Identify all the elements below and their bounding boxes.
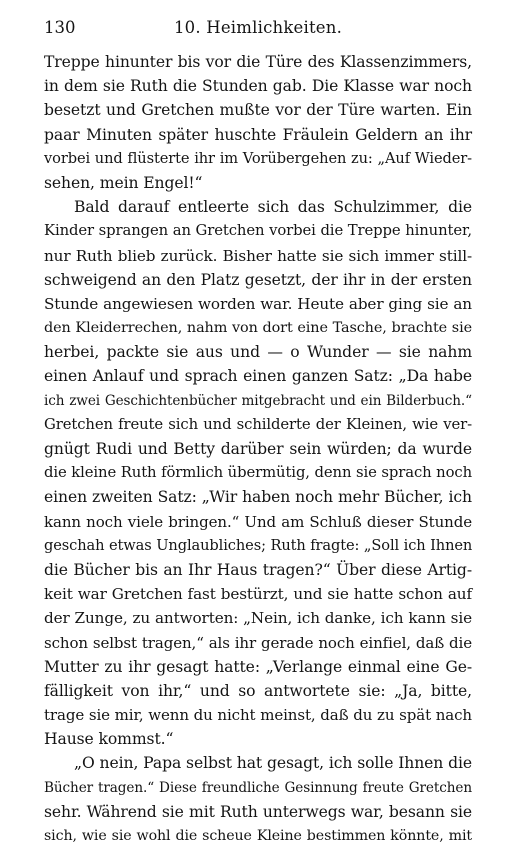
text-line: Gretchen freute sich und schilderte der Kleinen, wie ver- [44, 415, 472, 433]
text-line: Treppe hinunter bis vor die Türe des Klassenzimmers, [44, 53, 472, 71]
text-line: schweigend an den Platz gesetzt, der ihr in der ersten [44, 270, 472, 289]
text-line: den Kleiderrechen, nahm von dort eine Tasche, brachte sie [44, 320, 472, 337]
body-text [44, 50, 472, 848]
text-line: einen Anlauf und sprach einen ganzen Satz: „Da habe [44, 367, 472, 386]
text-line: sehr. Während sie mit Ruth unterwegs war, besann sie [44, 802, 472, 821]
text-line: kann noch viele bringen.“ Und am Schluß dieser Stunde [44, 512, 472, 531]
text-line: sich, wie sie wohl die scheue Kleine bestimmen könnte, mit [44, 828, 472, 844]
page-number: 130 [44, 18, 76, 37]
text-line: die Bücher bis an Ihr Haus tragen?“ Über diese Artig- [44, 560, 472, 579]
text-line: geschah etwas Unglaubliches; Ruth fragte: „Soll ich Ihnen [44, 536, 473, 554]
text-line: die kleine Ruth förmlich übermütig, denn sie sprach noch [44, 464, 473, 482]
page-header [44, 18, 472, 44]
text-line: Mutter zu ihr gesagt hatte: „Verlange einmal eine Ge- [44, 657, 472, 676]
text-line: herbei, packte sie aus und — o Wunder — sie nahm [44, 343, 472, 362]
chapter-title: 10. Heimlichkeiten. [173, 18, 343, 37]
text-line: Bücher tragen.“ Diese freundliche Gesinnung freute Gretchen [44, 779, 472, 796]
text-line: der Zunge, zu antworten: „Nein, ich danke, ich kann sie [44, 609, 472, 628]
text-line: „O nein, Papa selbst hat gesagt, ich solle Ihnen die [74, 754, 472, 773]
text-line: Stunde angewiesen worden war. Heute aber ging sie an [44, 294, 472, 313]
text-line: fälligkeit von ihr,“ und so antwortete sie: „Ja, bitte, [44, 681, 472, 700]
text-line: schon selbst tragen,“ als ihr gerade noch einfiel, daß die [44, 633, 472, 652]
text-line: Bald darauf entleerte sich das Schulzimmer, die [74, 198, 472, 217]
text-line: gnügt Rudi und Betty darüber sein würden; da wurde [44, 440, 472, 458]
text-line: einen zweiten Satz: „Wir haben noch mehr Bücher, ich [44, 488, 472, 507]
text-line: sehen, mein Engel!“ [44, 173, 203, 192]
text-line: ich zwei Geschichtenbücher mitgebracht und ein Bilderbuch.“ [44, 392, 472, 409]
text-line: vorbei und flüsterte ihr im Vorübergehen zu: „Auf Wieder- [44, 149, 472, 167]
text-line: trage sie mir, wenn du nicht meinst, daß du zu spät nach [44, 706, 472, 725]
text-line: in dem sie Ruth die Stunden gab. Die Klasse war noch [44, 77, 472, 96]
text-line: keit war Gretchen fast bestürzt, und sie hatte schon auf [44, 585, 472, 604]
text-line: Kinder sprangen an Gretchen vorbei die Treppe hinunter, [44, 222, 472, 240]
text-line: nur Ruth blieb zurück. Bisher hatte sie sich immer still- [44, 246, 472, 265]
text-line: Hause kommst.“ [44, 730, 174, 749]
text-line: paar Minuten später huschte Fräulein Geldern an ihr [44, 125, 472, 144]
text-line: besetzt und Gretchen mußte vor der Türe warten. Ein [44, 101, 472, 120]
